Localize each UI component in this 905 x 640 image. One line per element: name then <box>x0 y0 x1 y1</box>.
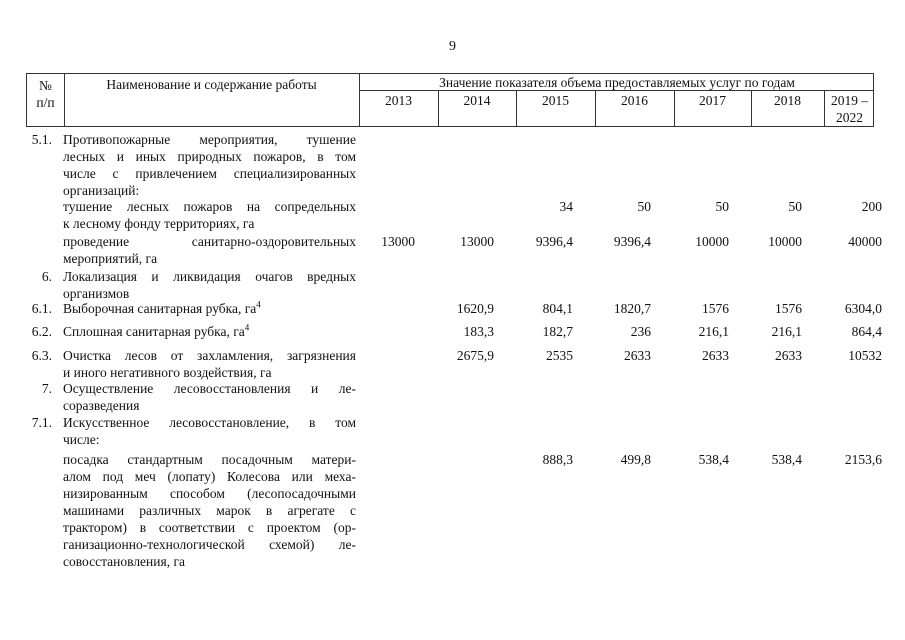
description-line: лесных и иных природных пожаров, в том <box>63 149 356 164</box>
description-line: тушение лесных пожаров на сопредельных <box>63 199 356 214</box>
value-cell: 9396,4 <box>535 234 573 249</box>
footnote-mark: 4 <box>256 299 261 310</box>
row-description <box>63 414 356 448</box>
value-cell: 1576 <box>702 301 729 316</box>
value-cell: 538,4 <box>771 452 802 467</box>
row-number: 6.1. <box>31 301 52 316</box>
row-description <box>63 451 356 570</box>
description-line: алом под меч (лопату) Колесова или меха- <box>63 469 356 484</box>
value-cell: 1820,7 <box>613 301 651 316</box>
value-cell: 50 <box>788 199 802 214</box>
row-description <box>63 380 356 414</box>
table-header <box>26 73 874 127</box>
value-cell: 9396,4 <box>613 234 651 249</box>
value-cell: 2633 <box>624 348 651 363</box>
value-cell: 864,4 <box>851 324 882 339</box>
header-year: 2013 <box>385 93 412 108</box>
value-cell: 538,4 <box>698 452 729 467</box>
description-line: трактором) в соответствии с проектом (ор- <box>63 520 356 535</box>
description-line: числе с привлечением специализированных <box>63 166 356 181</box>
header-name: Наименование и содержание работы <box>106 77 317 92</box>
value-cell: 888,3 <box>542 452 573 467</box>
value-cell: 50 <box>637 199 651 214</box>
value-cell: 50 <box>715 199 729 214</box>
value-cell: 499,8 <box>620 452 651 467</box>
row-number: 7.1. <box>31 415 52 430</box>
value-cell: 2535 <box>546 348 573 363</box>
description-line: организаций: <box>63 183 140 198</box>
row-number: 6.2. <box>31 324 52 339</box>
row-description <box>63 323 356 340</box>
row-description <box>63 347 356 381</box>
description-line: Сплошная санитарная рубка, $га^4$ <box>63 322 250 339</box>
row-description <box>63 268 356 302</box>
description-line: низированным способом (лесопосадочными <box>63 486 356 501</box>
description-line: организмов <box>63 286 130 301</box>
row-number: 6. <box>41 269 52 284</box>
description-line: посадка стандартным посадочным матери- <box>63 452 356 467</box>
row-description <box>63 131 356 199</box>
header-year: 2015 <box>542 93 569 108</box>
description-line: проведение санитарно-оздоровительных <box>63 234 356 249</box>
description-line: и иного негативного воздействия, га <box>63 365 272 380</box>
value-cell: 804,1 <box>542 301 573 316</box>
value-cell: 2633 <box>702 348 729 363</box>
value-cell: 1576 <box>775 301 802 316</box>
header-year: 2014 <box>463 93 491 108</box>
value-cell: 10000 <box>695 234 729 249</box>
description-line: к лесному фонду территориях, га <box>63 216 255 231</box>
row-description <box>63 300 356 317</box>
description-line: Противопожарные мероприятия, тушение <box>63 132 356 147</box>
footnote-mark: 4 <box>244 322 250 333</box>
description-line: Искусственное лесовосстановление, в том <box>63 415 356 430</box>
value-cell: 10532 <box>848 348 882 363</box>
value-cell: 40000 <box>848 234 882 249</box>
row-number: 5.1. <box>31 132 52 147</box>
row-description <box>63 198 356 232</box>
value-cell: 10000 <box>768 234 802 249</box>
description-line: Выборочная санитарная рубка, $га^4$ <box>63 299 261 316</box>
value-cell: 200 <box>861 199 882 214</box>
description-line: совосстановления, га <box>63 554 185 569</box>
description-line: мероприятий, га <box>63 251 158 266</box>
description-line: Локализация и ликвидация очагов вредных <box>63 269 356 284</box>
value-cell: 2153,6 <box>844 452 882 467</box>
row-description <box>63 233 356 267</box>
header-year: 2017 <box>699 93 726 108</box>
page-number: 9 <box>449 39 456 54</box>
value-cell: 216,1 <box>698 324 729 339</box>
row-number: 7. <box>41 381 52 396</box>
value-cell: 182,7 <box>542 324 573 339</box>
header-num: № п/п <box>36 78 55 110</box>
description-line: соразведения <box>63 398 140 413</box>
description-line: машинами различных марок в агрегате с <box>63 503 356 518</box>
header-year: 2018 <box>774 93 801 108</box>
value-cell: 6304,0 <box>844 301 882 316</box>
description-line: ганизационно-технологической схемой) ле- <box>63 537 356 552</box>
value-cell: 13000 <box>460 234 494 249</box>
value-cell: 13000 <box>381 234 415 249</box>
header-values: Значение показателя объема предоставляемых услуг по годам <box>439 75 795 90</box>
value-cell: 183,3 <box>463 324 494 339</box>
value-cell: 34 <box>559 199 573 214</box>
value-cell: 236 <box>630 324 651 339</box>
header-year: 2016 <box>621 93 648 108</box>
value-cell: 216,1 <box>771 324 802 339</box>
value-cell: 2633 <box>775 348 802 363</box>
description-line: числе: <box>63 432 100 447</box>
description-line: Осуществление лесовосстановления и ле- <box>63 381 356 396</box>
value-cell: 2675,9 <box>456 348 494 363</box>
description-line: Очистка лесов от захламления, загрязнения <box>63 348 356 363</box>
row-number: 6.3. <box>31 348 52 363</box>
value-cell: 1620,9 <box>456 301 494 316</box>
header-year: 2019 – 2022 <box>830 93 869 125</box>
